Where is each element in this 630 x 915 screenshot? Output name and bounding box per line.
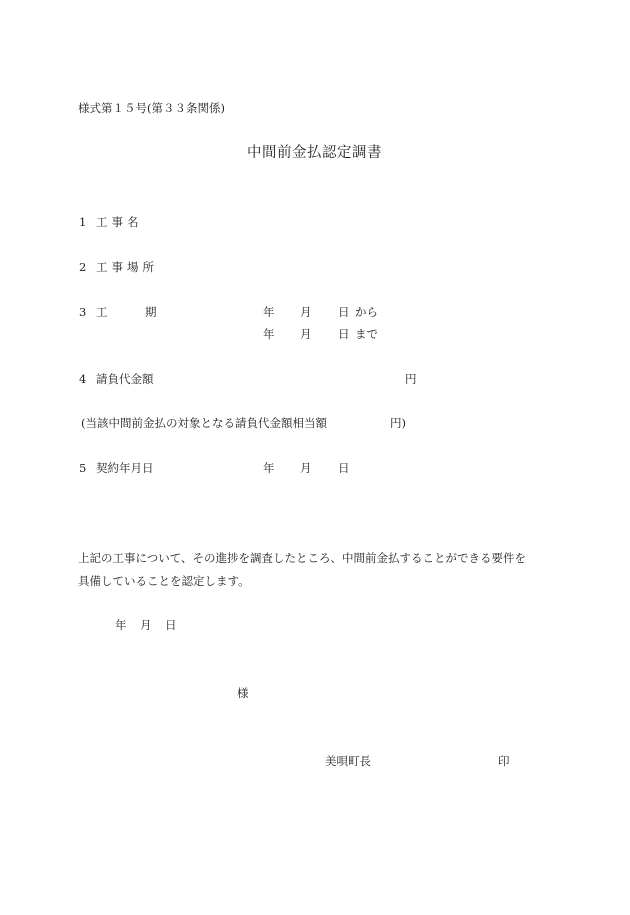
issue-month: 月 <box>140 618 152 632</box>
issue-year: 年 <box>115 618 127 632</box>
amount-unit: 円 <box>405 372 417 386</box>
statement-line-1: 上記の工事について、その進捗を調査したところ、中間前金払することができる要件を <box>78 551 527 565</box>
item-number: 1 <box>79 215 87 229</box>
target-amount-text: (当該中間前金払の対象となる請負代金額相当額 <box>81 416 327 430</box>
item-label: 工事場所 <box>96 260 158 274</box>
seal-mark: 印 <box>498 754 510 768</box>
item-label: 契約年月日 <box>96 461 154 475</box>
document-title: 中間前金払認定調書 <box>247 145 382 161</box>
item-number: 4 <box>79 372 87 386</box>
contract-day: 日 <box>338 461 350 475</box>
contract-month: 月 <box>300 461 312 475</box>
item-label-part-a: 工 <box>96 305 108 319</box>
item-label: 工事名 <box>96 215 143 229</box>
issue-day: 日 <box>165 618 177 632</box>
target-amount-unit: 円) <box>390 416 406 430</box>
form-number: 様式第１５号(第３３条関係) <box>78 101 225 115</box>
item-label: 請負代金額 <box>96 372 154 386</box>
end-day: 日 <box>338 327 350 341</box>
contract-year: 年 <box>263 461 275 475</box>
end-month: 月 <box>300 327 312 341</box>
item-number: 2 <box>79 260 87 274</box>
statement-line-2: 具備していることを認定します。 <box>78 574 250 588</box>
item-number: 3 <box>79 305 87 319</box>
end-year: 年 <box>263 327 275 341</box>
item-label-part-b: 期 <box>145 305 157 319</box>
start-year: 年 <box>263 305 275 319</box>
start-suffix: から <box>355 305 378 319</box>
start-day: 日 <box>338 305 350 319</box>
start-month: 月 <box>300 305 312 319</box>
item-number: 5 <box>79 461 87 475</box>
end-suffix: まで <box>355 327 378 341</box>
issuer-title: 美唄町長 <box>325 754 371 768</box>
addressee-suffix: 様 <box>237 686 249 700</box>
